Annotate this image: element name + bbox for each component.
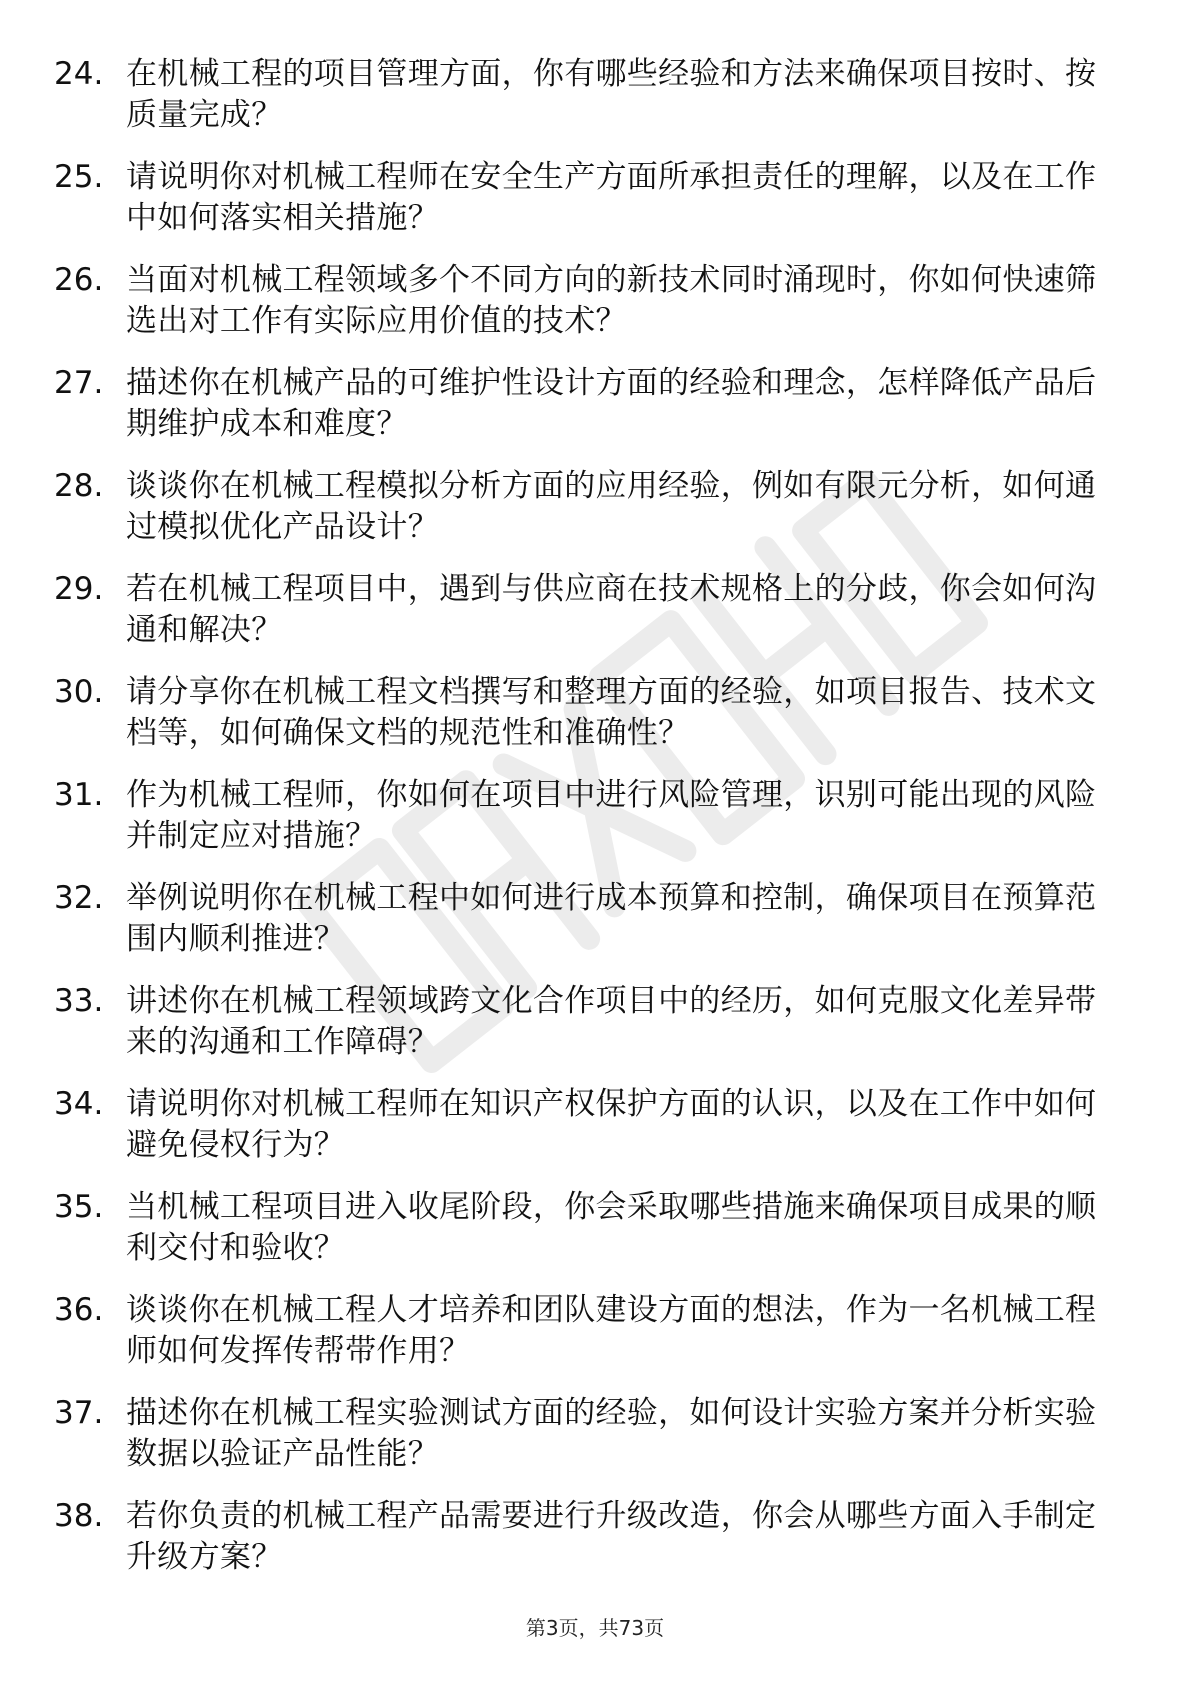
question-text: 请分享你在机械工程文档撰写和整理方面的经验，如项目报告、技术文档等，如何确保文档的规范性和准确性？ xyxy=(126,674,1097,751)
question-text: 请说明你对机械工程师在安全生产方面所承担责任的理解，以及在工作中如何落实相关措施？ xyxy=(126,159,1097,236)
question-text: 讲述你在机械工程领域跨文化合作项目中的经历，如何克服文化差异带来的沟通和工作障碍？ xyxy=(126,983,1097,1060)
question-number: 33. xyxy=(54,983,104,1019)
question-number: 34. xyxy=(54,1086,104,1122)
question-text: 当机械工程项目进入收尾阶段，你会采取哪些措施来确保项目成果的顺利交付和验收？ xyxy=(126,1189,1097,1266)
question-number: 38. xyxy=(54,1498,104,1534)
question-text: 请说明你对机械工程师在知识产权保护方面的认识，以及在工作中如何避免侵权行为？ xyxy=(126,1086,1097,1163)
question-number: 35. xyxy=(54,1189,104,1225)
question-item xyxy=(54,355,1114,458)
question-text: 在机械工程的项目管理方面，你有哪些经验和方法来确保项目按时、按质量完成？ xyxy=(126,56,1097,133)
question-item xyxy=(54,46,1114,149)
question-number: 27. xyxy=(54,365,104,401)
question-number: 29. xyxy=(54,571,104,607)
question-text: 举例说明你在机械工程中如何进行成本预算和控制，确保项目在预算范围内顺利推进？ xyxy=(126,880,1097,957)
question-text: 谈谈你在机械工程模拟分析方面的应用经验，例如有限元分析，如何通过模拟优化产品设计？ xyxy=(126,468,1097,545)
question-text: 当面对机械工程领域多个不同方向的新技术同时涌现时，你如何快速筛选出对工作有实际应用价值的技术？ xyxy=(126,262,1097,339)
question-text: 描述你在机械工程实验测试方面的经验，如何设计实验方案并分析实验数据以验证产品性能？ xyxy=(126,1395,1097,1472)
page-footer: 第3页，共73页 xyxy=(525,1616,665,1640)
question-item xyxy=(54,1488,1114,1591)
question-item xyxy=(54,1282,1114,1385)
question-number: 28. xyxy=(54,468,104,504)
question-text: 若你负责的机械工程产品需要进行升级改造，你会从哪些方面入手制定升级方案？ xyxy=(126,1498,1097,1575)
question-list xyxy=(54,46,1114,1591)
question-item xyxy=(54,1179,1114,1282)
question-number: 36. xyxy=(54,1292,104,1328)
question-item xyxy=(54,664,1114,767)
question-text: 若在机械工程项目中，遇到与供应商在技术规格上的分歧，你会如何沟通和解决？ xyxy=(126,571,1097,648)
question-number: 37. xyxy=(54,1395,104,1431)
question-text: 谈谈你在机械工程人才培养和团队建设方面的想法，作为一名机械工程师如何发挥传帮带作用？ xyxy=(126,1292,1097,1369)
question-number: 32. xyxy=(54,880,104,916)
question-text: 描述你在机械产品的可维护性设计方面的经验和理念，怎样降低产品后期维护成本和难度？ xyxy=(126,365,1097,442)
question-item xyxy=(54,870,1114,973)
question-item xyxy=(54,458,1114,561)
question-number: 31. xyxy=(54,777,104,813)
question-item xyxy=(54,1385,1114,1488)
question-item xyxy=(54,252,1114,355)
question-item xyxy=(54,973,1114,1076)
question-item xyxy=(54,1076,1114,1179)
question-number: 26. xyxy=(54,262,104,298)
question-number: 25. xyxy=(54,159,104,195)
question-number: 24. xyxy=(54,56,104,92)
question-item xyxy=(54,149,1114,252)
question-text: 作为机械工程师，你如何在项目中进行风险管理，识别可能出现的风险并制定应对措施？ xyxy=(126,777,1097,854)
question-item xyxy=(54,561,1114,664)
question-item xyxy=(54,767,1114,870)
question-number: 30. xyxy=(54,674,104,710)
